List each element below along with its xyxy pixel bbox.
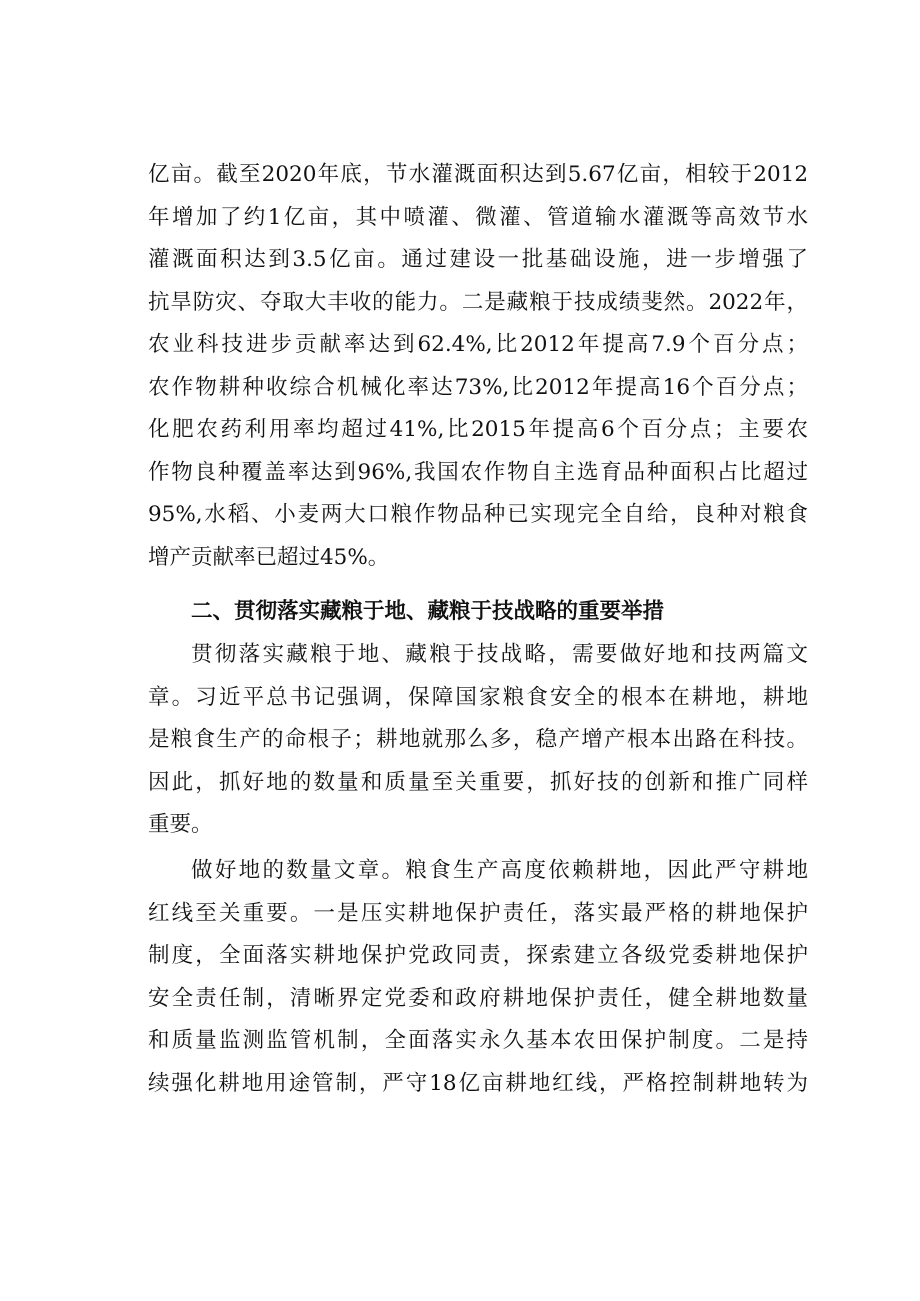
paragraph-1-line-2: 年增加了约1亿亩，其中喷灌、微灌、管道输水灌溉等高效节水: [148, 204, 808, 230]
paragraph-2-line-5: 重要。: [148, 812, 213, 837]
paragraph-1-line-5: 农业科技进步贡献率达到62.4%,比2012年提高7.9个百分点；: [148, 332, 808, 357]
paragraph-1-line-9: 95%,水稻、小麦两大口粮作物品种已实现完全自给，良种对粮食: [148, 502, 808, 527]
paragraph-1: [148, 154, 808, 579]
paragraph-3-line-6: 续强化耕地用途管制，严守18亿亩耕地红线，严格控制耕地转为: [148, 1070, 808, 1096]
paragraph-3-line-3: 制度，全面落实耕地保护党政同责，探索建立各级党委耕地保护: [148, 943, 808, 968]
paragraph-1-line-6: 农作物耕种收综合机械化率达73%,比2012年提高16个百分点；: [148, 374, 808, 400]
paragraph-1-line-8: 作物良种覆盖率达到96%,我国农作物自主选育品种面积占比超过: [148, 459, 808, 485]
section-heading: 二、贯彻落实藏粮于地、藏粮于技战略的重要举措: [191, 599, 665, 624]
paragraph-2-line-4: 因此，抓好地的数量和质量至关重要，抓好技的创新和推广同样: [148, 769, 808, 795]
paragraph-1-line-7: 化肥农药利用率均超过41%,比2015年提高6个百分点；主要农: [148, 417, 808, 442]
paragraph-3-line-2: 红线至关重要。一是压实耕地保护责任，落实最严格的耕地保护: [148, 900, 808, 926]
paragraph-2-line-3: 是粮食生产的命根子；耕地就那么多，稳产增产根本出路在科技。: [148, 727, 808, 752]
paragraph-1-line-1: 亿亩。截至2020年底，节水灌溉面积达到5.67亿亩，相较于2012: [148, 162, 808, 187]
paragraph-1-line-10: 增产贡献率已超过45%。: [148, 544, 390, 570]
paragraph-2: [148, 634, 808, 847]
paragraph-2-line-1: 贯彻落实藏粮于地、藏粮于技战略，需要做好地和技两篇文: [191, 642, 808, 667]
paragraph-1-line-4: 抗旱防灾、夺取大丰收的能力。二是藏粮于技成绩斐然。2022年，: [148, 289, 808, 315]
paragraph-3-line-1: 做好地的数量文章。粮食生产高度依赖耕地，因此严守耕地: [191, 858, 808, 883]
paragraph-3-line-4: 安全责任制，清晰界定党委和政府耕地保护责任，健全耕地数量: [148, 985, 808, 1011]
paragraph-1-line-3: 灌溉面积达到3.5亿亩。通过建设一批基础设施，进一步增强了: [148, 247, 808, 272]
paragraph-2-line-2: 章。习近平总书记强调，保障国家粮食安全的根本在耕地，耕地: [148, 684, 808, 710]
paragraph-3-line-5: 和质量监测监管机制，全面落实永久基本农田保护制度。二是持: [148, 1028, 808, 1053]
paragraph-3: [148, 850, 808, 1105]
